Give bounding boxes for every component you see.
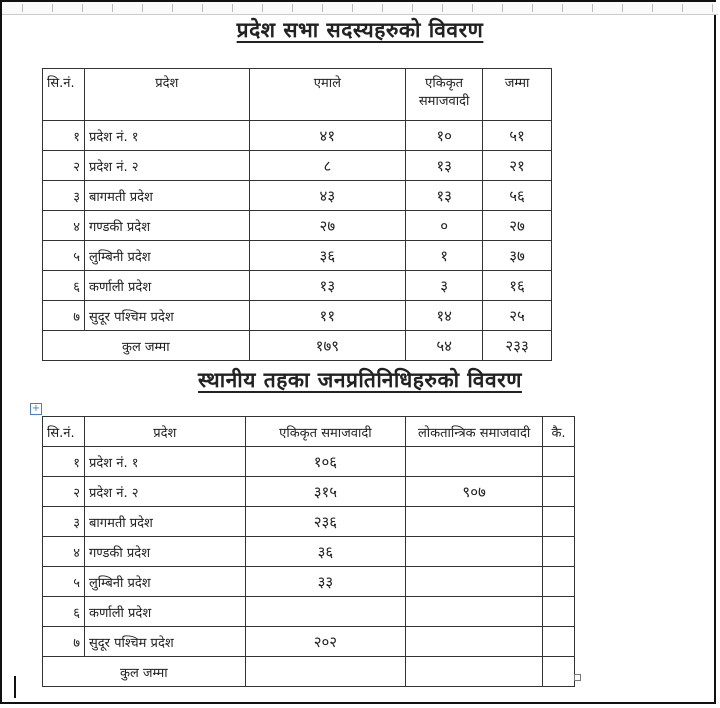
total-cell: ५६	[483, 181, 552, 211]
serial-cell: ६	[43, 271, 85, 301]
header-congress: कै.	[543, 417, 575, 447]
unified-socialist-cell: १०६	[245, 447, 406, 477]
serial-cell: १	[43, 447, 85, 477]
ruler-tick	[112, 4, 113, 12]
congress-cell	[543, 597, 575, 627]
ruler-tick	[172, 4, 173, 12]
header-unified-socialist: एकिकृत समाजवादी	[245, 417, 406, 447]
congress-cell	[543, 627, 575, 657]
total-cell: २५	[483, 301, 552, 331]
unified-socialist-cell: १०	[406, 121, 483, 151]
democratic-socialist-cell	[406, 507, 543, 537]
serial-cell: ४	[43, 211, 85, 241]
serial-cell: ७	[43, 301, 85, 331]
header-serial: सि.नं.	[43, 417, 85, 447]
unified-socialist-cell: ३१५	[245, 477, 406, 507]
table-row	[43, 301, 552, 331]
header-province: प्रदेश	[84, 69, 249, 121]
table-header-row	[43, 417, 575, 447]
total-row	[43, 331, 552, 361]
header-total: जम्मा	[483, 69, 552, 121]
ruler-tick	[322, 4, 323, 12]
table-row	[43, 597, 575, 627]
province-cell: बागमती प्रदेश	[84, 181, 249, 211]
province-cell: प्रदेश नं. १	[84, 121, 249, 151]
province-cell: गण्डकी प्रदेश	[84, 211, 249, 241]
table-header-row	[43, 69, 552, 121]
unified-socialist-cell: २०२	[245, 627, 406, 657]
uml-cell: १३	[249, 271, 406, 301]
democratic-socialist-cell	[406, 567, 543, 597]
unified-socialist-cell: १३	[406, 151, 483, 181]
total-cell: १६	[483, 271, 552, 301]
congress-cell	[543, 507, 575, 537]
table-resize-handle[interactable]	[574, 674, 581, 681]
header-serial: सि.नं.	[43, 69, 85, 121]
unified-socialist-cell: २३६	[245, 507, 406, 537]
serial-cell: ५	[43, 241, 85, 271]
total-sum: २३३	[483, 331, 552, 361]
province-cell: प्रदेश नं. २	[84, 477, 245, 507]
congress-cell	[543, 567, 575, 597]
serial-cell: २	[43, 151, 85, 181]
ruler-tick	[682, 4, 683, 12]
ruler-tick	[22, 4, 23, 12]
ruler-tick	[472, 4, 473, 12]
ruler-tick	[262, 4, 263, 12]
unified-socialist-cell: ३६	[245, 537, 406, 567]
province-cell: प्रदेश नं. २	[84, 151, 249, 181]
ruler-tick	[52, 4, 53, 12]
uml-cell: ४१	[249, 121, 406, 151]
ruler-tick	[292, 4, 293, 12]
serial-cell: ५	[43, 567, 85, 597]
total-cell: ३७	[483, 241, 552, 271]
total-cell: ५१	[483, 121, 552, 151]
total-unified-socialist	[245, 657, 406, 687]
table-row	[43, 507, 575, 537]
province-cell: कर्णाली प्रदेश	[84, 597, 245, 627]
serial-cell: ४	[43, 537, 85, 567]
table-row	[43, 241, 552, 271]
ruler-tick	[502, 4, 503, 12]
province-cell: सुदूर पश्चिम प्रदेश	[84, 627, 245, 657]
democratic-socialist-cell: ९०७	[406, 477, 543, 507]
province-cell: लुम्बिनी प्रदेश	[84, 241, 249, 271]
total-cell: २७	[483, 211, 552, 241]
ruler-tick	[412, 4, 413, 12]
democratic-socialist-cell	[406, 447, 543, 477]
province-cell: बागमती प्रदेश	[84, 507, 245, 537]
congress-cell	[543, 447, 575, 477]
table-row	[43, 627, 575, 657]
header-democratic-socialist: लोकतान्त्रिक समाजवादी	[406, 417, 543, 447]
table-local-representatives	[42, 416, 575, 687]
ruler-tick	[592, 4, 593, 12]
total-label: कुल जम्मा	[43, 331, 250, 361]
unified-socialist-cell: १३	[406, 181, 483, 211]
text-cursor	[14, 676, 16, 698]
table-row	[43, 181, 552, 211]
ruler-tick	[442, 4, 443, 12]
serial-cell: ७	[43, 627, 85, 657]
table-row	[43, 271, 552, 301]
ruler-tick	[352, 4, 353, 12]
province-cell: कर्णाली प्रदेश	[84, 271, 249, 301]
ruler-tick	[652, 4, 653, 12]
table-move-handle-icon[interactable]: +	[31, 403, 41, 414]
serial-cell: १	[43, 121, 85, 151]
header-province: प्रदेश	[84, 417, 245, 447]
total-congress	[543, 657, 575, 687]
total-row	[43, 657, 575, 687]
serial-cell: ३	[43, 507, 85, 537]
ruler-tick	[202, 4, 203, 12]
congress-cell	[543, 477, 575, 507]
province-cell: गण्डकी प्रदेश	[84, 537, 245, 567]
total-cell: २१	[483, 151, 552, 181]
total-label: कुल जम्मा	[43, 657, 246, 687]
province-cell: प्रदेश नं. १	[84, 447, 245, 477]
ruler-tick	[562, 4, 563, 12]
table-row	[43, 537, 575, 567]
section1-title: प्रदेश सभा सदस्यहरुको विवरण	[236, 18, 484, 42]
ruler-tick	[622, 4, 623, 12]
uml-cell: ४३	[249, 181, 406, 211]
ruler-tick	[82, 4, 83, 12]
democratic-socialist-cell	[406, 627, 543, 657]
serial-cell: ३	[43, 181, 85, 211]
table-row	[43, 211, 552, 241]
unified-socialist-cell: १४	[406, 301, 483, 331]
section2-title: स्थानीय तहका जनप्रतिनिधिहरुको विवरण	[198, 368, 522, 392]
table-row	[43, 447, 575, 477]
province-cell: सुदूर पश्चिम प्रदेश	[84, 301, 249, 331]
ruler-tick	[232, 4, 233, 12]
total-unified-socialist: ५४	[406, 331, 483, 361]
table-row	[43, 151, 552, 181]
ruler-tick	[142, 4, 143, 12]
header-uml: एमाले	[249, 69, 406, 121]
ruler	[2, 2, 718, 15]
democratic-socialist-cell	[406, 597, 543, 627]
table-row	[43, 477, 575, 507]
total-uml: १७९	[249, 331, 406, 361]
democratic-socialist-cell	[406, 537, 543, 567]
ruler-tick	[382, 4, 383, 12]
table-provincial-assembly	[42, 68, 552, 361]
uml-cell: २७	[249, 211, 406, 241]
province-cell: लुम्बिनी प्रदेश	[84, 567, 245, 597]
unified-socialist-cell	[245, 597, 406, 627]
serial-cell: २	[43, 477, 85, 507]
uml-cell: ३६	[249, 241, 406, 271]
ruler-tick	[532, 4, 533, 12]
uml-cell: ११	[249, 301, 406, 331]
unified-socialist-cell: ०	[406, 211, 483, 241]
total-democratic-socialist	[406, 657, 543, 687]
table-row	[43, 121, 552, 151]
unified-socialist-cell: १	[406, 241, 483, 271]
serial-cell: ६	[43, 597, 85, 627]
uml-cell: ८	[249, 151, 406, 181]
unified-socialist-cell: ३	[406, 271, 483, 301]
table-row	[43, 567, 575, 597]
congress-cell	[543, 537, 575, 567]
header-unified-socialist: एकिकृत समाजवादी	[406, 69, 483, 121]
unified-socialist-cell: ३३	[245, 567, 406, 597]
ruler-tick	[712, 4, 713, 12]
